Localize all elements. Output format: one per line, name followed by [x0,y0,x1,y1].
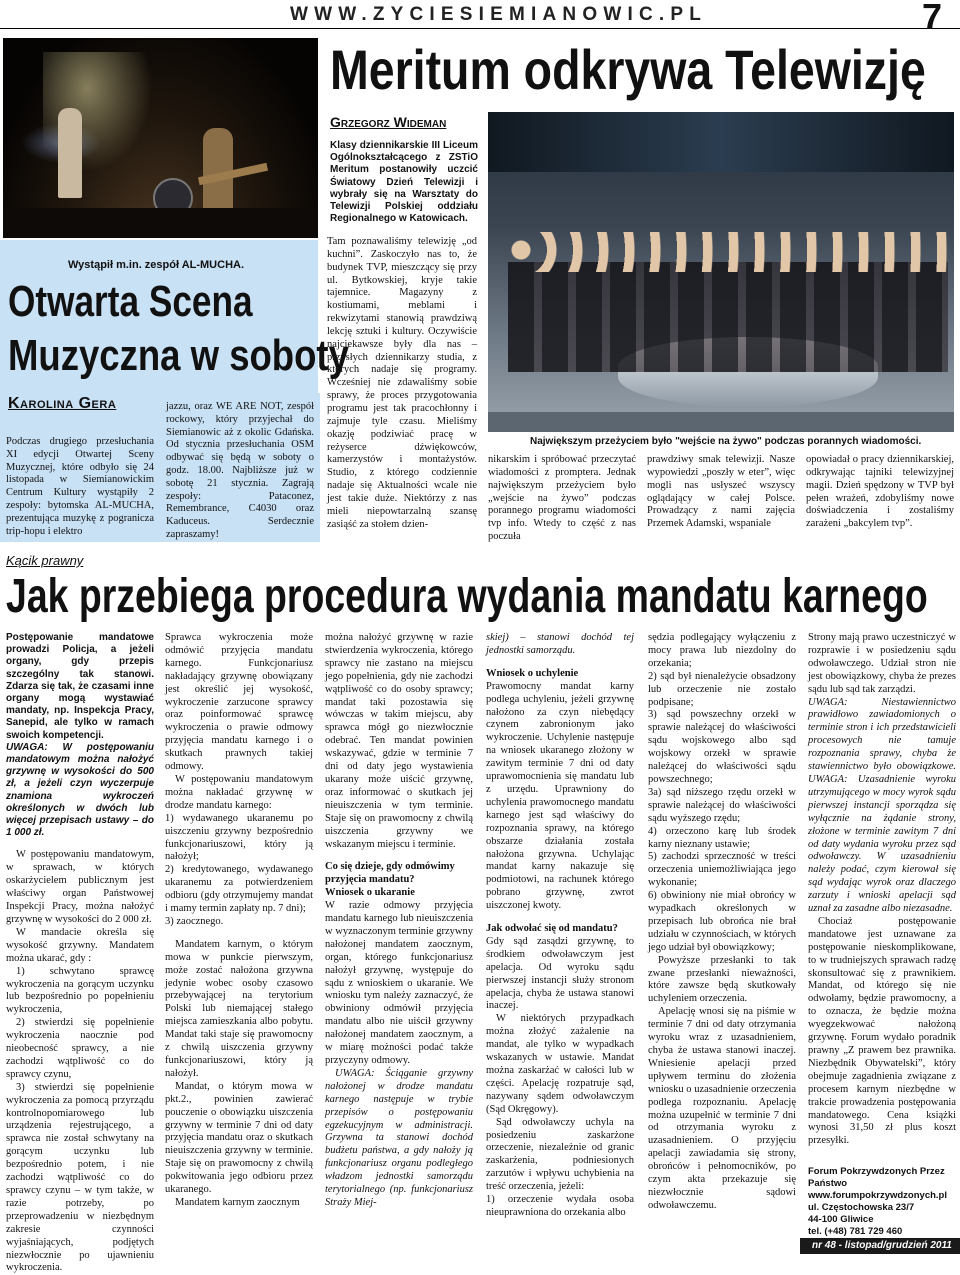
legal-c4-p3: W niektórych przypadkach można złożyć zażalenie na mandat, ale tylko w wypadkach wskazanych w ustawie. Mandat można zaskarżać w całości lub w części. Apelację rozpatruje sąd, nazywany sądem odwoławczym (Sąd Okręgowy). [486,1013,634,1115]
legal-c4-italic: skiej) – stanowi dochód tej jednostki samorządu. [486,632,634,656]
telewizja-col4: opowiadał o pracy dziennikarskiej, odkrywając tajniki telewizyjnej magii. Dzień spędzony w TVP był pełen wrażeń, zdobyliśmy nowe doświadczenia i zostaliśmy zarażeni „bakcylem tvp”. [806,454,954,530]
legal-col5 [648,632,796,1232]
legal-col6 [808,632,956,1147]
section-label: Kącik prawny [6,553,84,568]
legal-c5-p8: Powyższe przesłanki to tak zwane przesłanki nieważności, które zawsze będą skutkowały uchyleniem orzeczenia. [648,954,796,1005]
legal-c2-p8: Mandatem karnym zaocznym [175,1196,300,1208]
tvp-photo-caption: Największym przeżyciem było "wejście na żywo" podczas porannych wiadomości. [530,436,922,447]
legal-c4-p1: Prawomocny mandat karny podlega uchyleniu, jeżeli grzywnę nałożono za czyn niebędący czynem zabronionym jako wykroczenie. Uchylenie następuje na wniosek ukaranego złożony w zawitym terminie 7 dni od daty uprawomocnienia się mandatu lub z urzędu. Uprawniony do uchylenia prawomocnego mandatu karnego jest sąd właściwy do rozpoznania sprawy, na którego obszarze działania została nałożona grzywna. Uchylając mandat karny nakazuje się podmiotowi, na rachunek którego pobrano grzywnę, zwrot uiszczonej kwoty. [486,680,634,912]
legal-c1-p1: W postępowaniu mandatowym, w sprawach, w których oskarżycielem publicznym jest właściwy organ Państwowej Inspekcji Pracy, można nałożyć grzywnę w wysokości do 2 000 zł. [6,849,154,925]
concert-photo-caption: Wystąpił m.in. zespół AL-MUCHA. [68,259,245,271]
telewizja-col2: nikarskim i spróbować przeczytać wiadomości z promptera. Jednak największym przeżyciem było „wejście na żywo” podczas porannego programu wiadomości tvp info. Wtedy to część z nas poczuła [488,454,636,543]
legal-c2-p4: 2) kredytowanego, wydawanego ukaranemu za potwierdzeniem odbioru (gdy otrzymujemy mandat i mamy termin zapłaty np. 7 dni); [165,864,313,915]
legal-c5-p5: 4) orzeczono karę lub środek karny nieznany ustawie; [648,825,796,850]
legal-c5-p1: sędzia podlegający wyłączeniu z mocy prawa lub niezdolny do orzekania; [648,632,796,669]
page-number: 7 [922,0,943,37]
contact-phone: tel. (+48) 781 729 460 [808,1226,903,1237]
osm-title-line1: Otwarta Scena [8,277,253,326]
legal-c2-p3: 1) wydawanego ukaranemu po uiszczeniu grzywny bezpośrednio funkcjonariuszowi, który ją nałożył; [165,812,313,863]
legal-c2-p5: 3) zaocznego. [165,915,224,927]
contact-city: 44-100 Gliwice [808,1214,874,1225]
legal-c1-p2: W mandacie określa się wysokość grzywny. Mandatem można ukarać, gdy : [6,926,154,964]
header-rule [0,28,960,29]
telewizja-col3: prawdziwy smak telewizji. Nasze wypowiedzi „poszły w eter”, więc mogli nas usłyszeć wszyscy oglądający w całej Polsce. Prowadzący z nami zajęcia Przemek Adamski, wspaniale [647,454,795,530]
contact-block [808,1166,958,1238]
legal-col4 [486,632,634,1232]
tvp-studio-photo [488,112,954,432]
legal-c3-p2: W razie odmowy przyjęcia mandatu karnego lub nieuiszczenia w wyznaczonym terminie grzywny nałożonej mandatem zaocznym, organ, którego funkcjonariusz nałożył grzywnę, występuje do sądu z wnioskiem o ukaranie. We wniosku tym należy zaznaczyć, że obwiniony odmówił przyjęcia mandatu albo nie uiścił grzywny nałożonej mandatem zaocznym, a w miarę możności podać także przyczyny odmowy. [325,900,473,1066]
legal-c5-p6: 5) zachodzi sprzeczność w treści orzeczenia uniemożliwiająca jego wykonanie; [648,851,796,889]
legal-lead-italic: UWAGA: W postępowaniu mandatowym można nałożyć grzywnę w wysokości do 500 zł, a jeżeli czyn wyczerpuje znamiona wykroczeń określonych w dwóch lub więcej przepisach ustawy – do 1 000 zł. [6,741,154,839]
legal-c3-italic: UWAGA: Ściąganie grzywny nałożonej w drodze mandatu karnego następuje w trybie przepisów o postępowaniu egzekucyjnym w administracji. Grzywna ta stanowi dochód budżetu państwa, a gdy nałoży ją funkcjonariusz organu podległego władzom jednostki samorządu terytorialnego (np. funkcjonariusz Straży Miej- [325,1067,473,1208]
legal-c4-p5: 1) orzeczenie wydała osoba nieuprawniona do orzekania albo [486,1194,634,1218]
article1-lead: Klasy dziennikarskie III Liceum Ogólnokształcącego z ZSTiO Meritum postanowiły uczcić Światowy Dzień Telewizji i wybrały się na Warsztaty do Telewizji Polskiej oddziału Regionalnego w Katowicach. [330,140,478,225]
legal-c2-p6: Mandatem karnym, o którym mowa w punkcie pierwszym, może zostać nałożona grzywna jedynie wobec osoby czasowo przebywającej na terytorium Polski lub niemającej stałego miejsca zamieszkania albo pobytu. Mandat taki staje się prawomocny z chwilą uiszczenia grzywny funkcjonariuszowi, który ją nałożył. [165,938,313,1079]
contact-org: Forum Pokrzywdzonych Przez Państwo [808,1166,945,1189]
legal-c2-p2: W postępowaniu mandatowym można nakładać grzywnę w drodze mandatu karnego: [165,773,313,811]
article3-title: Jak przebiega procedura wydania mandatu karnego [6,570,928,623]
legal-c5-p4: 3a) sąd niższego rzędu orzekł w sprawie należącej do właściwości sądu wyższego rzędu; [648,786,796,824]
legal-lead-bold: Postępowanie mandatowe prowadzi Policja, a jeżeli organy, gdy przepis szczególny tak stanowi. Zdarza się tak, że czasami inne organy mogą wystawiać mandaty, np. Inspekcja Pracy, Sanepid, ale tylko w ramach swoich kompetencji. [6,632,154,741]
contact-www[interactable]: www.forumpokrzywdzonych.pl [808,1190,947,1201]
legal-c4-heading: Wniosek o uchylenie [486,667,579,679]
legal-c6-p2: Chociaż postępowanie mandatowe jest uznawane za postępowanie nieskomplikowane, to w trudniejszych sprawach radzę skonsultować się z prawnikiem. Mandat, od którego się nie odwołamy, będzie prawomocny, a to oznacza, że będzie można wyegzekwować nałożoną grzywnę. Forum wydało poradnik prawny „Z prawem bez prawnika. Niezbędnik Obywatelski”, który obejmuje zagadnienia związane z procesem karnym niezbędne w trakcie prowadzenia postępowania mandatowego. Cena książki wynosi 31,50 zł plus koszt przesyłki. [808,915,956,1147]
legal-c5-p7: 6) obwiniony nie miał obrońcy w wypadkach określonych w przepisach lub obrońca nie brał udziału w czynnościach, w których jego udział był obowiązkowy; [648,890,796,953]
telewizja-col1: Tam poznawaliśmy telewizję „od kuchni”. Zaskoczyło nas to, że budynek TVP, mieszczący się przy ul. Bytkowskiej, kryje takie tajemnice. Magazyny z kostiumami, meblami i rekwizytami stanowią prawdziwą lekcję sztuki i kultury. Oczywiście najciekawsze były dla nas – przysłych dziennikarzy studia, z których nadaje się programy. Wcześniej nie zdawaliśmy sobie sprawy, że proces przygotowania programu jest tak pracochłonny i zajmuje tyle czasu. Mieliśmy okazję podziwiać pracę w reżyserce dźwiękowców, kamerzystów i montażystów. Studio, z którego codziennie nadaje się Aktualności wcale nie jest takie duże. Niektórzy z nas mieli niepowtarzalną szansę zasiąść za stołem dzien- [327,236,477,530]
legal-col1 [6,632,154,1274]
legal-c2-p1: Sprawca wykroczenia może odmówić przyjęcia mandatu karnego. Funkcjonariusz nakładający grzywnę obowiązany jest określić jej wysokość, wykroczenie zarzucone sprawcy oraz poinformować sprawcę wykroczenia o prawie odmowy przyjęcia mandatu karnego i o skutkach prawnych takiej odmowy. [165,632,313,773]
legal-c6-p1: Strony mają prawo uczestniczyć w rozprawie i w posiedzeniu sądu odwoławczego. Udział stron nie jest obowiązkowy, chyba że prezes sądu lub sąd tak zarządzi. [808,632,956,695]
legal-c4-heading2: Jak odwołać się od mandatu? [486,923,618,935]
legal-c1-p5: 3) stwierdzi się popełnienie wykroczenia za pomocą przyrządu kontrolnopomiarowego lub urządzenia rejestrującego, a sprawca nie został schwytany na gorącym uczynku lub bezpośrednio potem, i nie zachodzi wątpliwość co do sprawcy czynu – w tym także, w razie potrzeby, po przeprowadzeniu w niezbędnym zakresie czynności wyjaśniających, podjętych niezwłocznie po ujawnieniu wykroczenia. [6,1081,154,1274]
issue-label: nr 48 - listopad/grudzień 2011 [812,1240,952,1251]
legal-c2-p7: Mandat, o którym mowa w pkt.2., powinien zawierać pouczenie o obowiązku uiszczenia grzywny w terminie 7 dni od daty przyjęcia mandatu oraz o skutkach nieuiszczenia grzywny w terminie. Staje się on prawomocny z chwilą pokwitowania jego odbioru przez ukaranego. [165,1080,313,1196]
legal-c1-p4: 2) stwierdzi się popełnienie wykroczenia naocznie pod nieobecność sprawcy, a nie zachodzi wątpliwość co do sprawcy czynu, [6,1017,154,1080]
osm-col2: jazzu, oraz WE ARE NOT, zespół rockowy, który przyjechał do Siemianowic aż z okolic Gdańska. Od stycznia przesłuchania OSM odbywać się będą w soboty o godz. 18.00. Najbliższe już w sobotę 21 stycznia. Zagrają zespoły: Pataconez, Remembrance, C4030 oraz Kaduceus. Serdecznie zapraszamy! [166,401,314,540]
legal-c3-subheading: Wniosek o ukaranie [325,887,415,899]
legal-c5-p9: Apelację wnosi się na piśmie w terminie 7 dni od daty otrzymania wyroku wraz z uzasadnieniem, chyba że ustawa stanowi inaczej. Wniesienie apelacji przed upływem terminu do złożenia wniosku o uzasadnienie orzeczenia podlega rozpoznaniu. Apelację można uzupełnić w terminie 7 dni od otrzymania wyroku z uzasadnieniem. O przyjęciu apelacji zawiadamia się strony, obrońców i pełnomocników, po czym akta przekazuje się niezwłocznie sądowi odwoławczemu. [648,1006,796,1211]
article1-author: Grzegorz Wideman [330,114,447,130]
legal-c3-heading: Co się dzieje, gdy odmówimy przyjęcia mandatu? [325,861,455,886]
legal-c3-p1: można nałożyć grzywnę w razie stwierdzenia wykroczenia, którego sprawcy nie zastano na miejscu jego popełnienia, gdy nie zachodzi wątpliwość co do osoby sprawcy; mandat taki pozostawia się wówczas w takim miejscu, aby sprawca mógł go niezwłocznie odebrać. Ten mandat powinien wskazywać, gdzie w terminie 7 dni od daty jego wystawienia ukarany może uiścić grzywnę, oraz informować o skutkach jej nieuiszczenia w tym terminie. Staje się on prawomocny z chwilą uiszczenia grzywny we wskazanym miejscu i terminie. [325,632,473,850]
concert-photo [3,38,318,238]
contact-street: ul. Częstochowska 23/7 [808,1202,915,1213]
legal-c1-p3: 1) schwytano sprawcę wykroczenia na gorącym uczynku lub bezpośrednio po popełnieniu wykroczenia, [6,965,154,1016]
legal-c5-p3: 3) sąd powszechny orzekł w sprawie należącej do właściwości sądu wojskowego albo sąd wojskowy orzekł w sprawie należącej do właściwości sądu powszechnego; [648,709,796,785]
legal-col3 [325,632,473,1232]
legal-col2 [165,632,313,1232]
legal-c5-p2: 2) sąd był nienależycie obsadzony lub orzeczenie nie zostało podpisane; [648,670,796,708]
article-title-telewizja: Meritum odkrywa Telewizję [330,38,926,101]
legal-c4-p4: Sąd odwoławczy uchyla na posiedzeniu zaskarżone orzeczenie, niezależnie od granic zaskarżenia, podniesionych zarzutów i wpływu uchybienia na treść orzeczenia, jeżeli: [486,1116,634,1193]
site-url: WWW.ZYCIESIEMIANOWIC.PL [290,4,708,25]
legal-c4-p2: Gdy sąd zasądzi grzywnę, to środkiem odwoławczym jest apelacja. Od wyroku sądu pierwszej instancji służy stronom apelacja, chyba że ustawa stanowi inaczej. [486,935,634,1012]
osm-title-line2: Muzyczna w soboty [8,331,349,380]
legal-c6-italic: UWAGA: Niestawiennictwo prawidłowo zawiadomionych o terminie stron i ich przedstawicieli procesowych nie tamuje rozpoznania sprawy, chyba że stawiennictwo było obowiązkowe. UWAGA: Uzasadnienie wyroku utrzymującego w mocy wyrok sądu pierwszej instancji sporządza się wyłącznie na żądanie strony, złożone w terminie zawitym 7 dni od daty wydania wyroku przez sąd odwoławczy. W uzasadnieniu należy podać, czym kierował się sąd wydając wyrok oraz dlaczego zarzuty i wnioski apelacji sąd uznał za zasadne albo niezasadne. [808,696,956,915]
osm-col1: Podczas drugiego przesłuchania XI edycji Otwartej Sceny Muzycznej, które odbyło się 24 listopada w Siemianowickim Centrum Kultury wystąpiły 2 zespoły: bytomska AL-MUCHA, prezentująca muzykę z pogranicza trip-hopu i elektro [6,436,154,537]
article2-author: Karolina Gera [8,395,117,412]
